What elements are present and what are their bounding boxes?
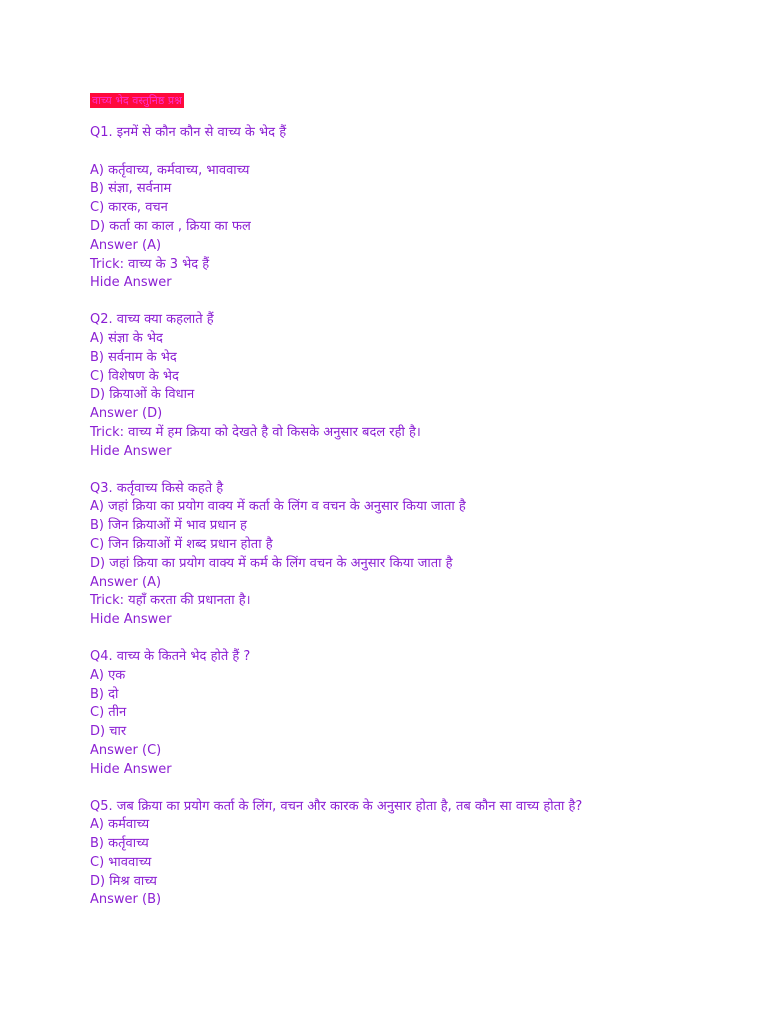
hide-answer-link[interactable]: Hide Answer [90,443,172,459]
option-b: B) जिन क्रियाओं में भाव प्रधान ह [90,518,247,534]
option-a: A) एक [90,667,126,683]
question-block-4 [90,648,750,780]
hide-answer-link[interactable]: Hide Answer [90,275,172,291]
option-b: B) दो [90,686,119,702]
section-header: वाच्य भेद वस्तुनिष्ठ प्रश्न [92,94,182,107]
answer-text: Answer (C) [90,742,162,758]
question-block-3 [90,480,750,630]
trick-text: Trick: वाच्य के 3 भेद हैं [90,256,210,272]
option-b: B) संज्ञा, सर्वनाम [90,181,172,197]
answer-text: Answer (A) [90,237,162,253]
option-d: D) क्रियाओं के विधान [90,387,195,403]
option-a: A) जहां क्रिया का प्रयोग वाक्य में कर्ता के लिंग व वचन के अनुसार किया जाता है [90,499,466,515]
option-c: C) तीन [90,705,127,721]
option-b: B) कर्तृवाच्य [90,836,149,852]
question-text: Q3. कर्तृवाच्य किसे कहते है [90,480,224,496]
hide-answer-link[interactable]: Hide Answer [90,761,172,777]
option-d: D) कर्ता का काल , क्रिया का फल [90,218,251,234]
option-b: B) सर्वनाम के भेद [90,349,177,365]
option-a: A) कर्तृवाच्य, कर्मवाच्य, भाववाच्य [90,162,250,178]
option-a: A) कर्मवाच्य [90,817,150,833]
option-a: A) संज्ञा के भेद [90,330,163,346]
question-text: Q5. जब क्रिया का प्रयोग कर्ता के लिंग, वचन और कारक के अनुसार होता है, तब कौन सा वाच्य होता है? [90,798,583,814]
trick-text: Trick: वाच्य में हम क्रिया को देखते है वो किसके अनुसार बदल रही है। [90,424,421,440]
question-block-5 [90,798,750,911]
option-d: D) जहां क्रिया का प्रयोग वाक्य में कर्म के लिंग वचन के अनुसार किया जाता है [90,555,453,571]
question-block-2 [90,311,750,461]
hide-answer-link[interactable]: Hide Answer [90,612,172,628]
answer-text: Answer (D) [90,406,163,422]
option-c: C) भाववाच्य [90,854,152,870]
answer-text: Answer (B) [90,892,162,908]
question-text: Q2. वाच्य क्या कहलाते हैं [90,312,214,328]
question-text: Q4. वाच्य के कितने भेद होते हैं ? [90,648,251,664]
option-d: D) चार [90,724,127,740]
answer-text: Answer (A) [90,574,162,590]
trick-text: Trick: यहाँ करता की प्रधानता है। [90,593,251,609]
option-c: C) जिन क्रियाओं में शब्द प्रधान होता है [90,536,273,552]
option-d: D) मिश्र वाच्य [90,873,157,889]
question-text: Q1. इनमें से कौन कौन से वाच्य के भेद हैं [90,125,287,140]
question-block-1 [90,124,750,293]
option-c: C) कारक, वचन [90,200,168,216]
option-c: C) विशेषण के भेद [90,368,179,384]
document-page [90,93,750,928]
